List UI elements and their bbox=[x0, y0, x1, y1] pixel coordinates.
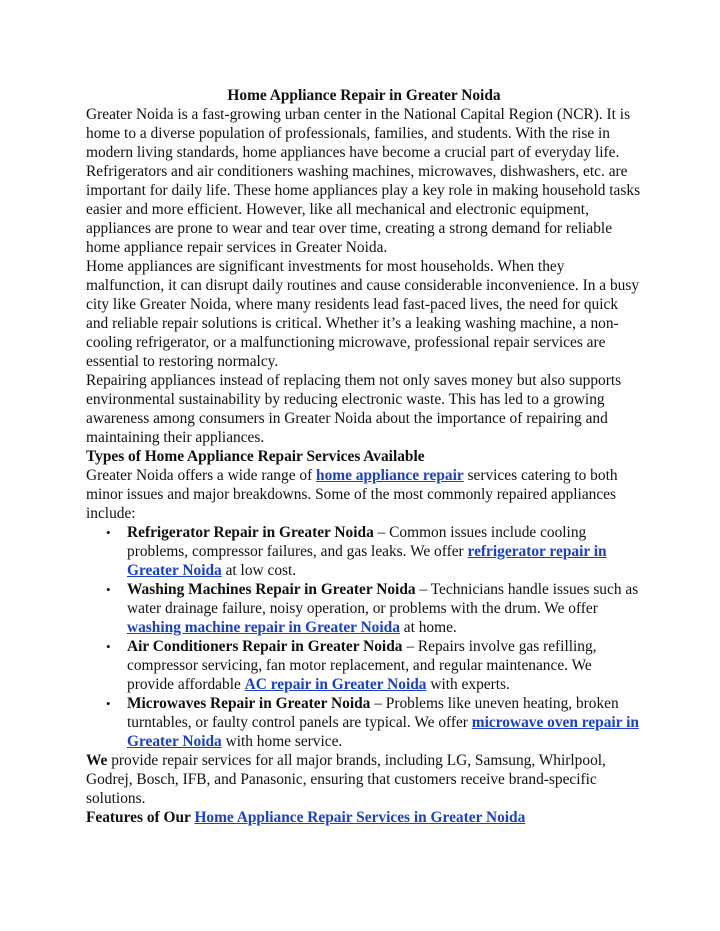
washing-machine-repair-link[interactable]: washing machine repair in Greater Noida bbox=[127, 619, 400, 636]
list-item-air-conditioner bbox=[106, 637, 642, 694]
bullet-icon: • bbox=[106, 582, 111, 597]
section-intro-text-after: services catering to both minor issues and major breakdowns. Some of the most commonly repaired appliances include: bbox=[86, 467, 618, 522]
bullet-icon: • bbox=[106, 525, 111, 540]
paragraph-sustainability: Repairing appliances instead of replacing them not only saves money but also supports environmental sustainability by reducing electronic waste. This has led to a growing awareness among consumers in Greater Noida about the importance of repairing and maintaining their appliances. bbox=[86, 372, 622, 446]
home-appliance-repair-link[interactable]: home appliance repair bbox=[316, 467, 464, 484]
section-heading-types: Types of Home Appliance Repair Services Available bbox=[86, 448, 425, 465]
item-title: Refrigerator Repair in Greater Noida bbox=[127, 524, 374, 541]
paragraph-intro: Greater Noida is a fast-growing urban center in the National Capital Region (NCR). It is home to a diverse population of professionals, families, and students. With the rise in modern living standards, home appliances have become a crucial part of everyday life. Refrigerators and air conditioners washing machines, microwaves, dishwashers, etc. are important for daily life. These home appliances play a key role in making household tasks easier and more efficient. However, like all mechanical and electronic equipment, appliances are prone to wear and tear over time, creating a strong demand for reliable home appliance repair services in Greater Noida. bbox=[86, 106, 641, 256]
item-text: – Technicians handle issues such as water drainage failure, noisy operation, or problems with the drum. We offer bbox=[127, 581, 639, 617]
bullet-icon: • bbox=[106, 639, 111, 654]
features-label: Features of Our bbox=[86, 809, 195, 826]
ac-repair-link[interactable]: AC repair in Greater Noida bbox=[244, 676, 427, 693]
paragraph-brands bbox=[86, 751, 642, 808]
bullet-icon: • bbox=[106, 696, 111, 711]
list-item-microwave bbox=[106, 694, 642, 751]
item-title: Air Conditioners Repair in Greater Noida bbox=[127, 638, 403, 655]
brands-text: provide repair services for all major brands, including LG, Samsung, Whirlpool, Godrej, Bosch, IFB, and Panasonic, ensuring that customers receive brand-specific solutions. bbox=[86, 752, 606, 807]
item-text-after: at home. bbox=[399, 619, 457, 636]
section-intro-text: Greater Noida offers a wide range of bbox=[86, 467, 317, 484]
appliance-list bbox=[86, 523, 642, 751]
item-text-after: with home service. bbox=[221, 733, 343, 750]
item-text: – Repairs involve gas refilling, compressor servicing, fan motor replacement, and regular maintenance. We provide affordable bbox=[127, 638, 597, 693]
item-text-after: with experts. bbox=[426, 676, 510, 693]
list-item-refrigerator bbox=[106, 523, 642, 580]
section-heading-features bbox=[86, 808, 642, 827]
refrigerator-repair-link[interactable]: refrigerator repair in Greater Noida bbox=[127, 543, 607, 579]
features-link[interactable]: Home Appliance Repair Services in Greater Noida bbox=[194, 809, 526, 826]
list-item-washing-machine bbox=[106, 580, 642, 637]
item-title: Microwaves Repair in Greater Noida bbox=[127, 695, 371, 712]
document-page bbox=[86, 86, 642, 827]
section-intro bbox=[86, 466, 642, 523]
item-text: – Common issues include cooling problems, compressor failures, and gas leaks. We offer bbox=[127, 524, 587, 560]
item-title: Washing Machines Repair in Greater Noida bbox=[127, 581, 416, 598]
page-title: Home Appliance Repair in Greater Noida bbox=[227, 87, 501, 104]
paragraph-investments: Home appliances are significant investments for most households. When they malfunction, it can disrupt daily routines and cause considerable inconvenience. In a busy city like Greater Noida, where many residents lead fast-paced lives, the need for quick and reliable repair solutions is critical. Whether it’s a leaking washing machine, a non-cooling refrigerator, or a malfunctioning microwave, professional repair services are essential to restoring normalcy. bbox=[86, 258, 640, 370]
microwave-repair-link[interactable]: microwave oven repair in Greater Noida bbox=[127, 714, 639, 750]
item-text: – Problems like uneven heating, broken turntables, or faulty control panels are typical. We offer bbox=[127, 695, 619, 731]
brands-lead: We bbox=[86, 752, 108, 769]
item-text-after: at low cost. bbox=[221, 562, 297, 579]
